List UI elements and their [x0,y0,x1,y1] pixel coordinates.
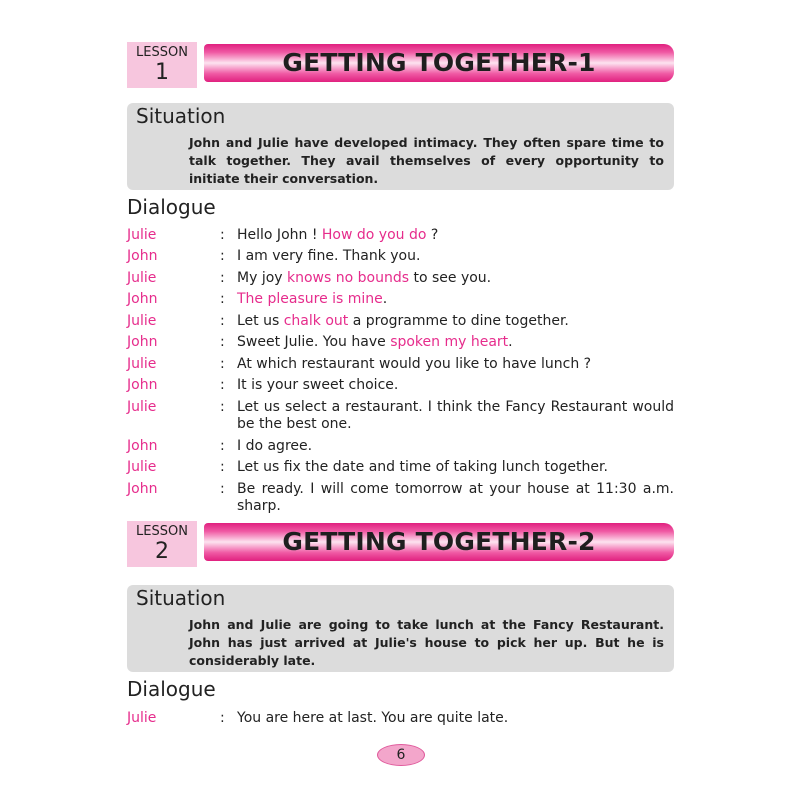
line-text: Let us fix the date and time of taking lunch together. [237,459,608,475]
colon: : [220,459,225,475]
lesson-2-badge [127,521,197,567]
lesson-2-situation-title: Situation [136,586,226,610]
highlighted-phrase: spoken my heart [390,334,509,350]
lesson-1-title: GETTING TOGETHER-1 [282,48,596,77]
lesson-1-number: 1 [155,60,169,85]
speaker-name: John [127,438,158,454]
speaker-name: Julie [127,270,157,286]
colon: : [220,438,225,454]
speaker-name: Julie [127,227,157,243]
line-text: At which restaurant would you like to have lunch ? [237,356,592,372]
colon: : [220,377,225,393]
speaker-name: Julie [127,313,157,329]
speaker-name: John [127,377,158,393]
lesson-1-label: LESSON [136,45,188,60]
speaker-name: Julie [127,459,157,475]
lesson-1-dialogue-title: Dialogue [127,195,216,219]
line-text: Let us select a restaurant. I think the Fancy Restaurant would be the best one. [237,399,674,432]
lesson-1-header [127,42,674,88]
page-number: 6 [377,744,425,766]
colon: : [220,291,225,307]
line-text: Be ready. I will come tomorrow at your house at 11:30 a.m. sharp. [237,481,674,514]
colon: : [220,227,225,243]
line-text: Let us chalk out a programme to dine together. [237,313,569,329]
line-text: It is your sweet choice. [237,377,399,393]
lesson-2-header [127,521,674,567]
colon: : [220,248,225,264]
line-text: My joy knows no bounds to see you. [237,270,492,286]
highlighted-phrase: knows no bounds [287,270,410,286]
colon: : [220,313,225,329]
line-text: I am very fine. Thank you. [237,248,421,264]
line-text: Sweet Julie. You have spoken my heart. [237,334,513,350]
colon: : [220,399,225,415]
lesson-1-situation-text: John and Julie have developed intimacy. They often spare time to talk together. They avail themselves of every opportunity to initiate their conversation. [189,135,664,186]
highlighted-phrase: chalk out [283,313,349,329]
speaker-name: John [127,481,158,497]
colon: : [220,270,225,286]
speaker-name: John [127,248,158,264]
colon: : [220,481,225,497]
line-text: You are here at last. You are quite late. [237,710,509,726]
speaker-name: Julie [127,710,157,726]
speaker-name: Julie [127,356,157,372]
colon: : [220,334,225,350]
highlighted-phrase: The pleasure is mine [237,291,383,307]
colon: : [220,356,225,372]
lesson-2-situation-box [127,585,674,672]
line-text: Hello John ! How do you do ? [237,227,439,243]
lesson-2-title-bar [204,523,674,561]
line-text: The pleasure is mine. [237,291,388,307]
lesson-2-title: GETTING TOGETHER-2 [282,527,596,556]
speaker-name: John [127,334,158,350]
lesson-2-dialogue-title: Dialogue [127,677,216,701]
lesson-1-title-bar [204,44,674,82]
highlighted-phrase: How do you do [321,227,427,243]
lesson-1-situation-box [127,103,674,190]
lesson-1-badge [127,42,197,88]
speaker-name: Julie [127,399,157,415]
lesson-2-number: 2 [155,539,169,564]
line-text: I do agree. [237,438,313,454]
lesson-2-situation-text: John and Julie are going to take lunch at the Fancy Restaurant. John has just arrived at Julie's house to pick her up. But he is considerably late. [189,617,664,668]
lesson-2-label: LESSON [136,524,188,539]
colon: : [220,710,225,726]
speaker-name: John [127,291,158,307]
lesson-1-situation-title: Situation [136,104,226,128]
